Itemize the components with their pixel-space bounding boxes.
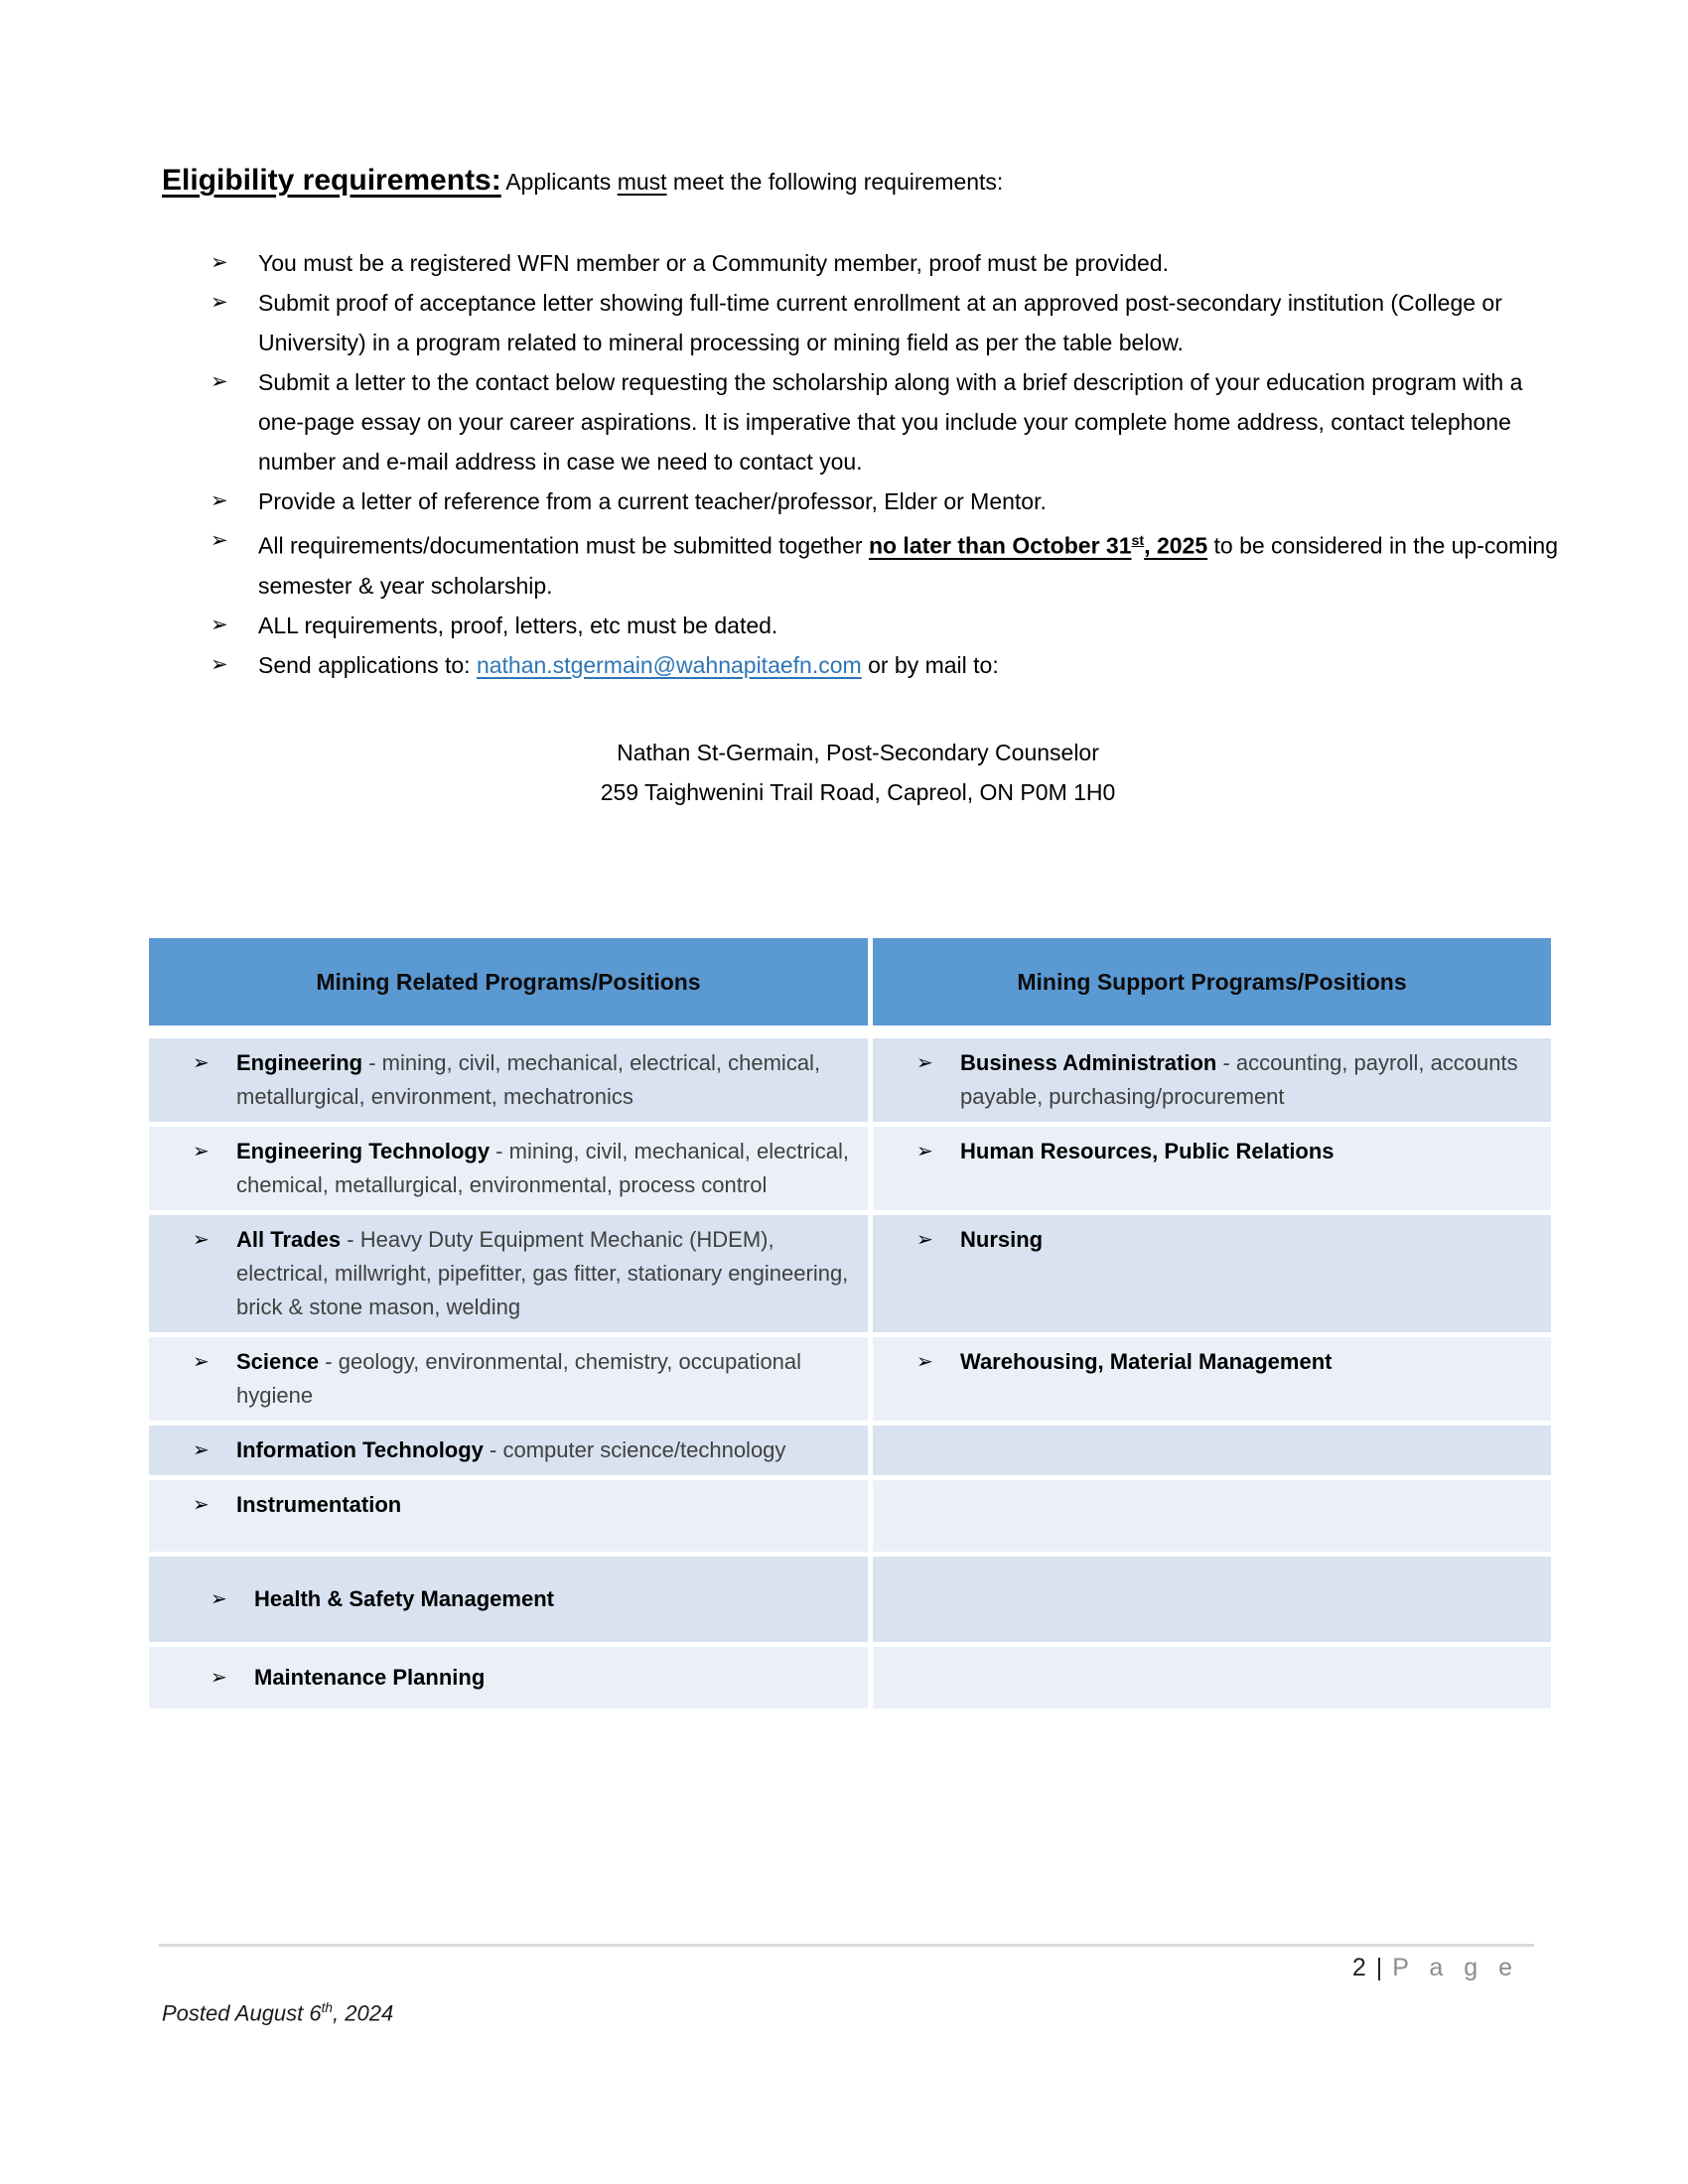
email-link[interactable]: nathan.stgermain@wahnapitaefn.com — [476, 651, 862, 678]
table-cell-right — [873, 1127, 1551, 1210]
table-cell-right — [873, 1480, 1551, 1552]
table-cell-left — [149, 1337, 868, 1421]
program-term: Nursing — [960, 1227, 1044, 1252]
program-term: Engineering — [236, 1050, 363, 1075]
arrow-bullet-icon: ➢ — [211, 251, 228, 274]
page-title: Eligibility requirements: — [162, 164, 501, 197]
arrow-bullet-icon: ➢ — [193, 1494, 210, 1516]
table-cell-right — [873, 1337, 1551, 1421]
requirement-text — [258, 645, 1559, 685]
requirement-text — [258, 283, 1559, 362]
contact-name-line: Nathan St-Germain, Post-Secondary Counselor — [617, 739, 1099, 765]
arrow-bullet-icon: ➢ — [916, 1052, 933, 1074]
program-term: Information Technology — [236, 1437, 484, 1462]
program-term: Engineering Technology — [236, 1139, 491, 1163]
table-row — [149, 1215, 1551, 1332]
table-row — [149, 1038, 1551, 1122]
arrow-bullet-icon: ➢ — [193, 1439, 210, 1461]
table-cell-left — [149, 1480, 868, 1552]
requirement-item — [211, 362, 1559, 481]
program-description: - accounting, payroll, accounts payable, purchasing/procurement — [960, 1050, 1518, 1109]
requirements-list — [211, 243, 1559, 685]
text-run: meet the following requirements: — [666, 169, 1004, 195]
arrow-bullet-icon: ➢ — [193, 1141, 210, 1162]
text-run: You must be a registered WFN member or a Community member, proof must be provided. — [258, 250, 1169, 276]
program-description: - mining, civil, mechanical, electrical, chemical, metallurgical, environmental, process control — [236, 1139, 849, 1197]
program-term: Warehousing, Material Management — [960, 1349, 1333, 1374]
program-term: Health & Safety Management — [254, 1586, 554, 1611]
text-run: or by mail to: — [861, 651, 999, 678]
text-run: ALL requirements, proof, letters, etc must be dated. — [258, 612, 778, 638]
requirement-text — [258, 521, 1559, 606]
program-term: Science — [236, 1349, 320, 1374]
table-cell-right — [873, 1426, 1551, 1475]
text-run: All requirements/documentation must be submitted together — [258, 532, 869, 559]
program-description: - geology, environmental, chemistry, occupational hygiene — [236, 1349, 802, 1408]
text-run: st — [1131, 533, 1145, 549]
requirement-item — [211, 481, 1559, 521]
page-number: 2 — [1351, 1954, 1366, 1981]
table-row — [149, 1426, 1551, 1475]
program-entry — [236, 1135, 858, 1202]
program-term: All Trades — [236, 1227, 342, 1252]
table-row — [149, 1647, 1551, 1708]
page-number-separator: | — [1375, 1954, 1383, 1981]
text-run: Applicants — [505, 169, 618, 195]
page-word: P a g e — [1392, 1954, 1519, 1981]
requirement-text — [258, 606, 1559, 645]
program-entry — [254, 1661, 858, 1695]
programs-table — [149, 938, 1551, 1713]
table-header-mining-support: Mining Support Programs/Positions — [873, 938, 1551, 1025]
program-description: - Heavy Duty Equipment Mechanic (HDEM), electrical, millwright, pipefitter, gas fitter, stationary engineering, brick & stone mason, welding — [236, 1227, 849, 1319]
table-cell-left — [149, 1127, 868, 1210]
text-run: to be considered in the up-coming semester & year scholarship. — [258, 532, 1559, 599]
table-row — [149, 1557, 1551, 1642]
program-entry — [236, 1046, 858, 1114]
table-row — [149, 1337, 1551, 1421]
program-entry — [960, 1135, 1541, 1168]
arrow-bullet-icon: ➢ — [211, 529, 228, 552]
program-entry — [236, 1488, 858, 1522]
page-number-label — [1352, 1954, 1519, 1982]
arrow-bullet-icon: ➢ — [211, 291, 228, 314]
text-run: must — [617, 169, 667, 195]
table-row — [149, 1127, 1551, 1210]
table-header-row — [149, 938, 1551, 1025]
table-cell-right — [873, 1647, 1551, 1708]
arrow-bullet-icon: ➢ — [211, 489, 228, 512]
table-header-mining-related: Mining Related Programs/Positions — [149, 938, 868, 1025]
table-body — [149, 1038, 1551, 1708]
program-entry — [960, 1345, 1541, 1379]
program-entry — [960, 1046, 1541, 1114]
table-row — [149, 1480, 1551, 1552]
text-run: Submit proof of acceptance letter showing full-time current enrollment at an approved post-secondary institution (College or University) in a program related to mineral processing or mining field as per the table below. — [258, 290, 1502, 355]
arrow-bullet-icon: ➢ — [916, 1141, 933, 1162]
table-cell-right — [873, 1557, 1551, 1642]
arrow-bullet-icon: ➢ — [193, 1052, 210, 1074]
requirement-text — [258, 243, 1559, 283]
requirement-text — [258, 481, 1559, 521]
arrow-bullet-icon: ➢ — [211, 1588, 227, 1610]
text-run: Provide a letter of reference from a current teacher/professor, Elder or Mentor. — [258, 488, 1047, 514]
arrow-bullet-icon: ➢ — [193, 1351, 210, 1373]
program-entry — [254, 1582, 858, 1616]
arrow-bullet-icon: ➢ — [916, 1229, 933, 1251]
program-description: - mining, civil, mechanical, electrical, chemical, metallurgical, environment, mechatronics — [236, 1050, 821, 1109]
contact-address-line: 259 Taighwenini Trail Road, Capreol, ON P0M 1H0 — [600, 778, 1116, 805]
program-entry — [960, 1223, 1541, 1257]
contact-block — [162, 733, 1554, 812]
page-subtitle — [505, 169, 1003, 195]
program-term: Business Administration — [960, 1050, 1217, 1075]
program-term: Human Resources, Public Relations — [960, 1139, 1335, 1163]
table-cell-left — [149, 1647, 868, 1708]
program-entry — [236, 1345, 858, 1413]
program-entry — [236, 1223, 858, 1324]
table-cell-left — [149, 1215, 868, 1332]
arrow-bullet-icon: ➢ — [211, 370, 228, 393]
text-run: Send applications to: — [258, 651, 477, 678]
text-run: no later than October 31 — [868, 532, 1132, 559]
requirement-text — [258, 362, 1559, 481]
requirement-item — [211, 243, 1559, 283]
requirement-item — [211, 645, 1559, 685]
program-description: - computer science/technology — [483, 1437, 786, 1462]
arrow-bullet-icon: ➢ — [211, 1667, 227, 1689]
program-term: Maintenance Planning — [254, 1665, 486, 1690]
text-run: Submit a letter to the contact below requesting the scholarship along with a brief description of your education program with a one-page essay on your career aspirations. It is imperative that you include your complete home address, contact telephone number and e-mail address in case we need to contact you. — [258, 369, 1523, 475]
arrow-bullet-icon: ➢ — [193, 1229, 210, 1251]
program-entry — [236, 1433, 858, 1467]
posted-date: Posted August 6th, 2024 — [162, 2000, 394, 2026]
requirement-item — [211, 606, 1559, 645]
text-run: , 2025 — [1144, 532, 1208, 559]
requirement-item — [211, 521, 1559, 606]
arrow-bullet-icon: ➢ — [211, 652, 228, 676]
requirement-item — [211, 283, 1559, 362]
arrow-bullet-icon: ➢ — [916, 1351, 933, 1373]
table-cell-left — [149, 1426, 868, 1475]
table-cell-left — [149, 1557, 868, 1642]
table-cell-right — [873, 1215, 1551, 1332]
arrow-bullet-icon: ➢ — [211, 613, 228, 636]
table-cell-left — [149, 1038, 868, 1122]
table-cell-right — [873, 1038, 1551, 1122]
program-term: Instrumentation — [236, 1492, 402, 1517]
footer-divider — [159, 1944, 1534, 1947]
title-line — [162, 164, 1554, 198]
